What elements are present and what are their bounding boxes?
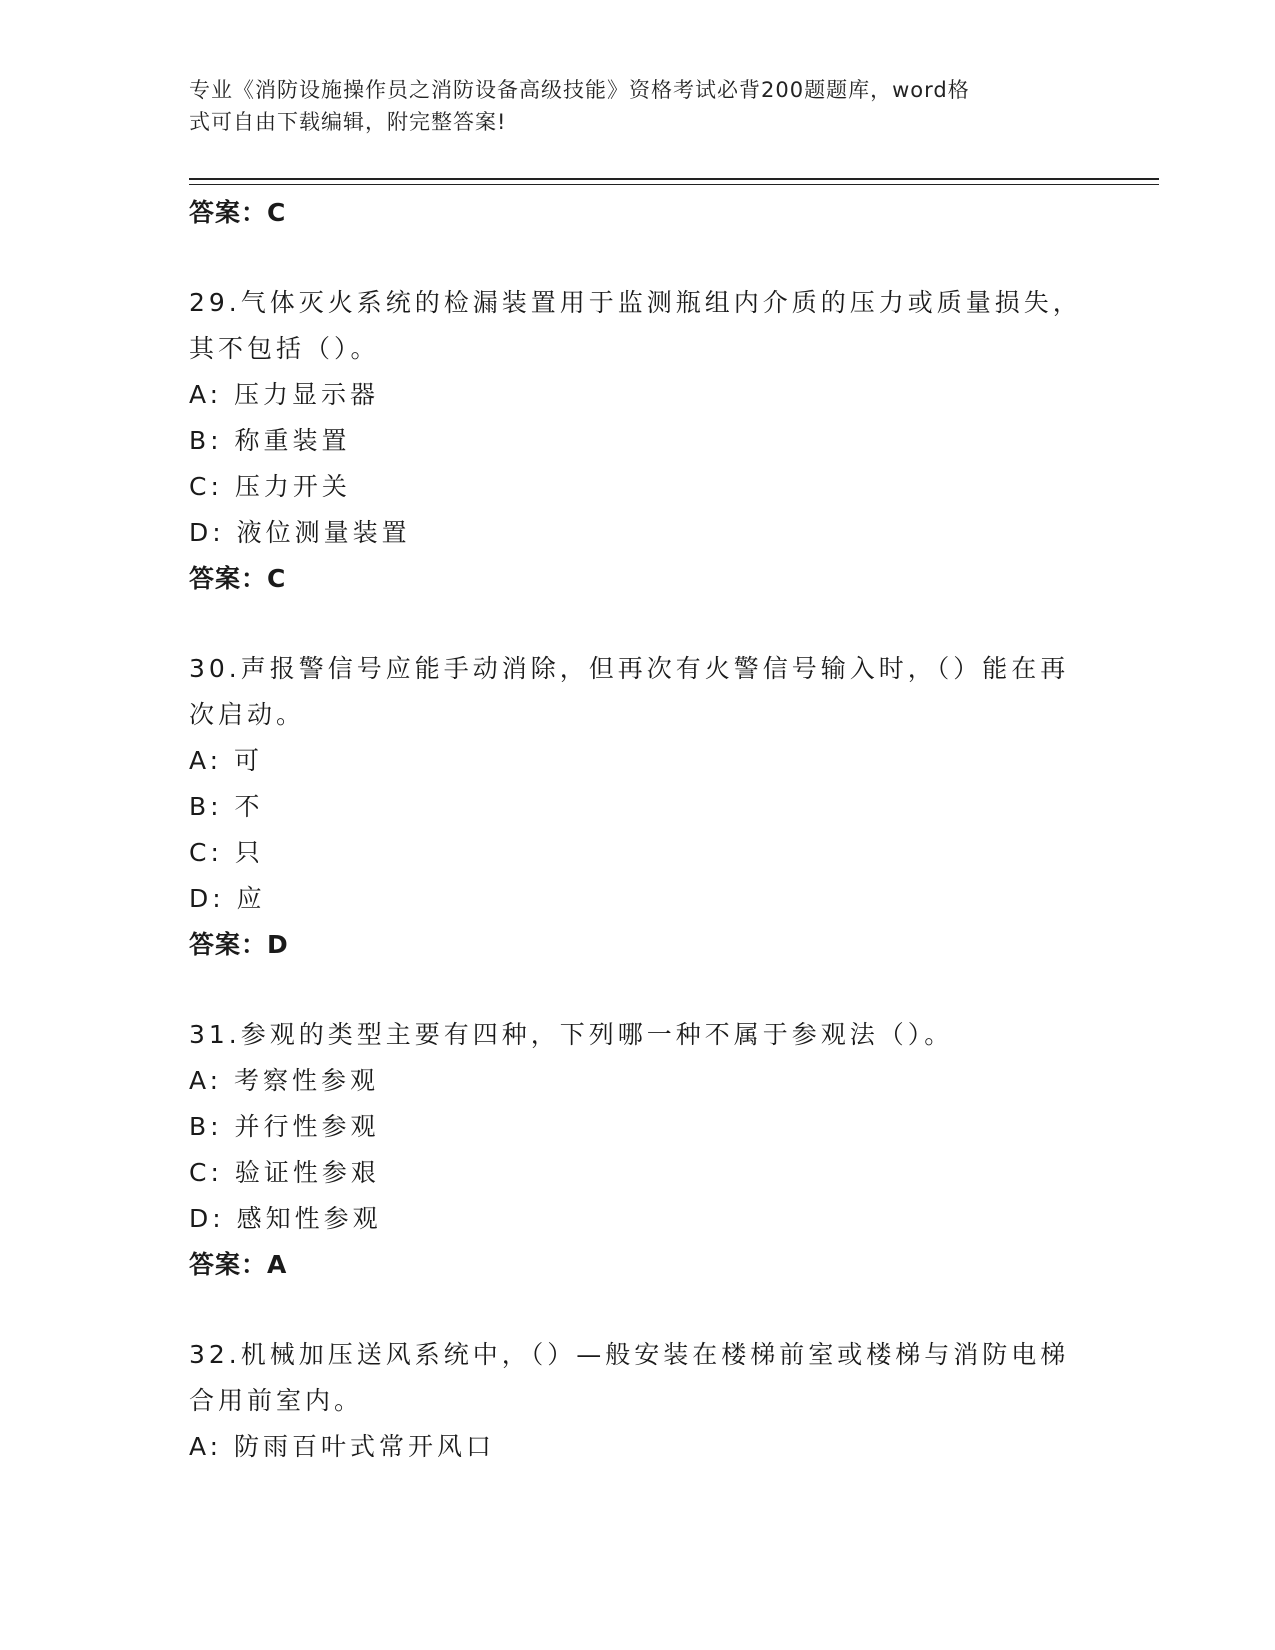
option-a: A: 防雨百叶式常开风口 [189,1432,496,1461]
question-29 [189,280,1089,602]
option-a: A: 可 [189,746,264,775]
option-d: D: 液位测量装置 [189,518,411,547]
header-line-2: 式可自由下载编辑，附完整答案! [189,110,507,134]
question-stem-cont: 次启动。 [189,700,306,729]
question-list [189,190,1089,1470]
question-stem-cont: 合用前室内。 [189,1386,364,1415]
question-stem: 31.参观的类型主要有四种，下列哪一种不属于参观法（）。 [189,1020,954,1049]
previous-answer: 答案：C [189,198,287,227]
question-stem: 30.声报警信号应能手动消除，但再次有火警信号输入时，（）能在再 [189,654,1070,683]
option-b: B: 并行性参观 [189,1112,380,1141]
option-c: C: 压力开关 [189,472,351,501]
answer: 答案：D [189,930,289,959]
question-stem: 29.气体灭火系统的检漏装置用于监测瓶组内介质的压力或质量损失， [189,288,1082,317]
option-d: D: 感知性参观 [189,1204,382,1233]
option-b: B: 不 [189,792,264,821]
option-b: B: 称重装置 [189,426,351,455]
answer: 答案：A [189,1250,288,1279]
question-stem: 32.机械加压送风系统中，（）—般安装在楼梯前室或楼梯与消防电梯 [189,1340,1070,1369]
option-a: A: 压力显示器 [189,380,380,409]
header-line-1: 专业《消防设施操作员之消防设备高级技能》资格考试必背200题题库，word格 [189,78,970,102]
question-32 [189,1332,1089,1470]
answer: 答案：C [189,564,287,593]
option-c: C: 验证性参艰 [189,1158,380,1187]
option-a: A: 考察性参观 [189,1066,380,1095]
question-30 [189,646,1089,968]
option-c: C: 只 [189,838,264,867]
header-divider-thin [189,184,1159,185]
page-header [189,74,1069,138]
option-d: D: 应 [189,884,266,913]
question-stem-cont: 其不包括（）。 [189,334,380,363]
header-divider-thick [189,178,1159,180]
question-31 [189,1012,1089,1288]
